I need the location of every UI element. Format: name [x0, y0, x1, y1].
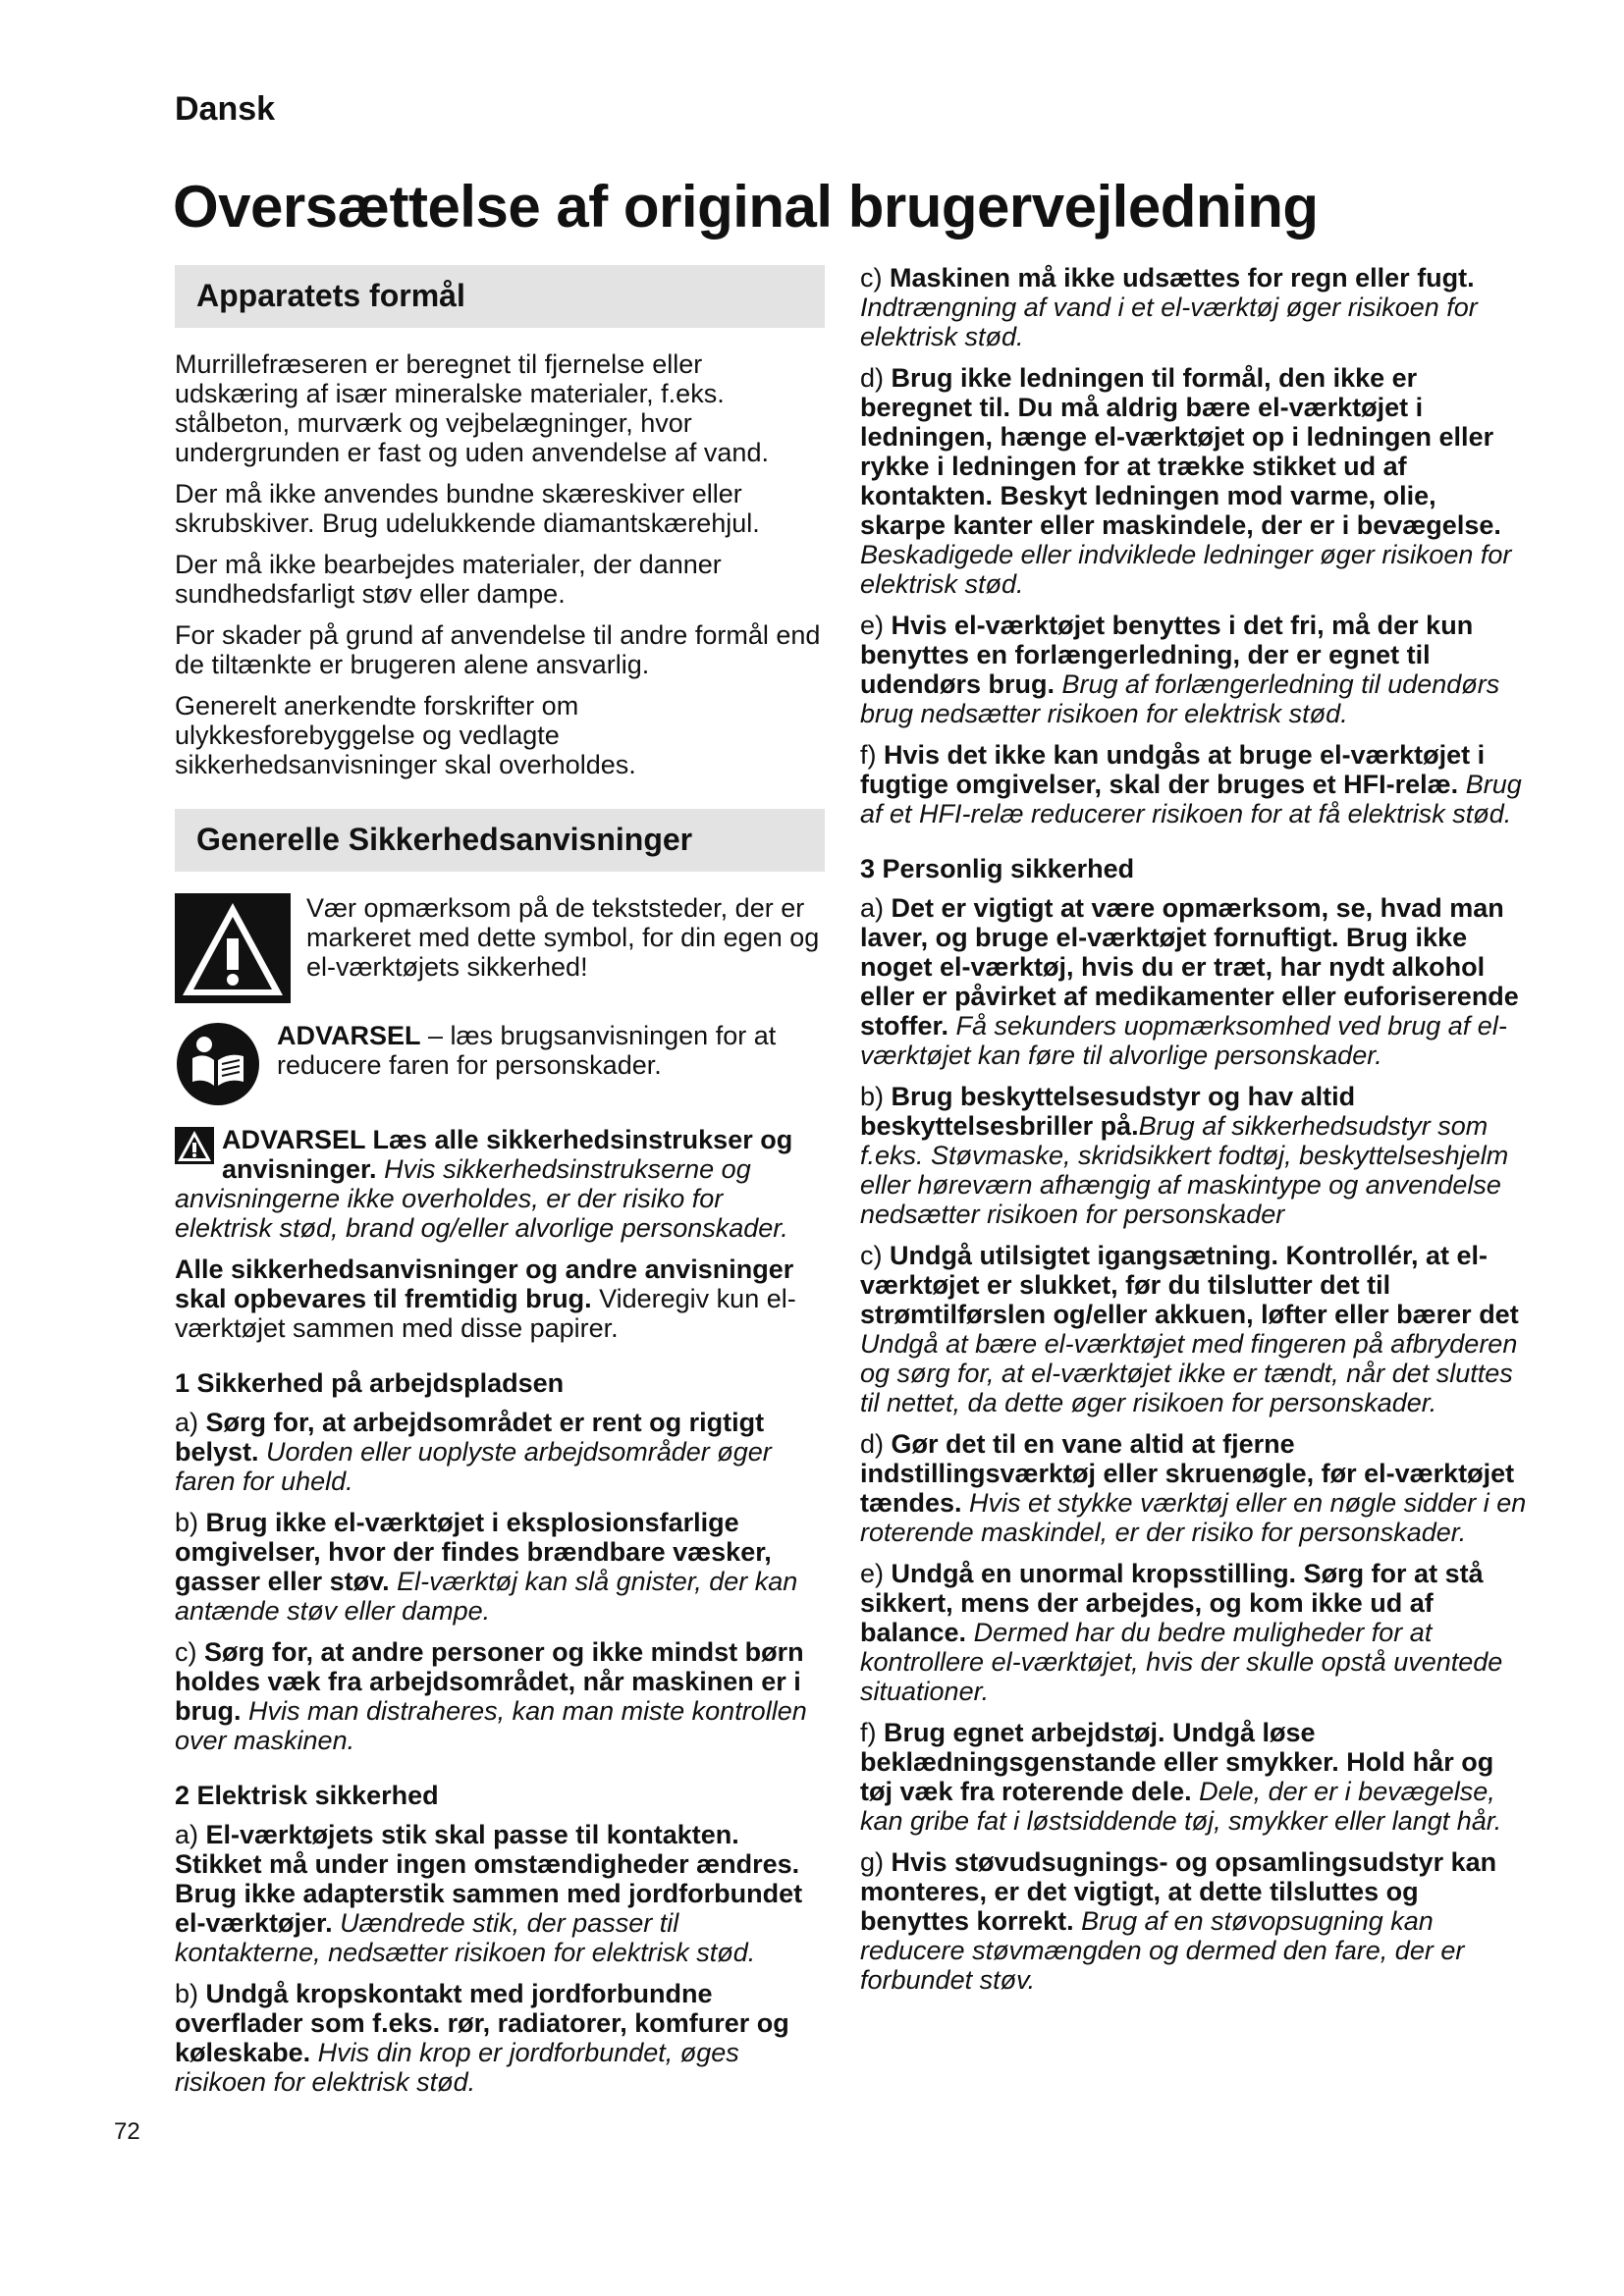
symbol-note-text: Vær opmærksom på de tekststeder, der er markeret med dette symbol, for din egen og el-værktøjets sikkerhed!: [306, 893, 820, 982]
item-bold: Maskinen må ikke udsættes for regn eller fugt.: [890, 263, 1475, 293]
item-prefix: c): [860, 263, 890, 293]
work-area-item: [175, 1508, 825, 1626]
item-italic: Uorden eller uoplyste arbejdsområder øger faren for uheld.: [175, 1437, 772, 1496]
item-italic: Hvis man distraheres, kan man miste kontrollen over maskinen.: [175, 1696, 807, 1755]
work-area-item: [175, 1408, 825, 1496]
item-prefix: b): [175, 1508, 206, 1537]
item-prefix: c): [860, 1241, 890, 1270]
right-column: [860, 263, 1528, 2006]
item-italic: Hvis et stykke værktøj eller en nøgle sidder i en roterende maskindel, er der risiko for personskader.: [860, 1488, 1527, 1547]
warning-triangle-icon: [175, 893, 291, 1003]
language-label: Dansk: [175, 90, 276, 128]
item-bold: Hvis støvudsugnings- og opsamlingsudstyr kan monteres, er det vigtigt, at dette tilsluttes og benyttes korrekt.: [860, 1847, 1497, 1936]
electrical-heading: 2 Elektrisk sikkerhed: [175, 1781, 439, 1810]
advarsel-label: ADVARSEL: [277, 1021, 421, 1050]
item-prefix: a): [175, 1408, 206, 1437]
item-prefix: a): [860, 893, 892, 923]
personal-item: [860, 1718, 1528, 1836]
item-italic: Dele, der er i bevægelse, kan gribe fat i løstsiddende tøj, smykker eller langt hår.: [860, 1777, 1502, 1836]
purpose-paragraph: Der må ikke bearbejdes materialer, der danner sundhedsfarligt støv eller dampe.: [175, 550, 722, 609]
left-column: [175, 265, 825, 2109]
work-area-item: [175, 1637, 825, 1755]
purpose-paragraph: Der må ikke anvendes bundne skæreskiver eller skrubskiver. Brug udelukkende diamantskærehjul.: [175, 479, 760, 538]
work-area-heading: 1 Sikkerhed på arbejdspladsen: [175, 1368, 565, 1398]
keep-text: Videregiv kun el-værktøjet sammen med disse papirer.: [175, 1284, 796, 1343]
personal-item: [860, 1847, 1528, 1995]
item-italic: Få sekunders uopmærksomhed ved brug af el-værktøjet kan føre til alvorlige personskader.: [860, 1011, 1507, 1070]
advarsel-text: – læs brugsanvisningen for at reducere faren for personskader.: [277, 1021, 777, 1080]
electrical-item: [860, 363, 1528, 599]
keep-bold: Alle sikkerhedsanvisninger og andre anvisninger skal opbevares til fremtidig brug.: [175, 1255, 794, 1313]
item-prefix: f): [860, 740, 884, 770]
item-bold: Undgå kropskontakt med jordforbundne overflader som f.eks. rør, radiatorer, komfurer og køleskabe.: [175, 1979, 789, 2067]
electrical-item: [175, 1979, 825, 2097]
personal-item: [860, 1241, 1528, 1417]
item-prefix: e): [860, 1559, 892, 1588]
page-title: Oversættelse af original brugervejledning: [173, 174, 1319, 240]
small-warning-icon: [175, 1127, 214, 1164]
item-bold: Det er vigtigt at være opmærksom, se, hvad man laver, og bruge el-værktøjet fornuftigt. Brug ikke noget el-værktøj, hvis du er træt, har nydt alkohol eller er påvirket af medikamenter eller euforiserende stoffer.: [860, 893, 1519, 1041]
read-manual-row: [175, 1021, 825, 1107]
item-bold: Brug egnet arbejdstøj. Undgå løse beklædningsgenstande eller smykker. Hold hår og tøj væk fra roterende dele.: [860, 1718, 1494, 1806]
item-prefix: d): [860, 363, 892, 393]
symbol-note-row: [175, 893, 825, 1003]
personal-item: [860, 1082, 1528, 1229]
advarsel-all-paragraph: [175, 1125, 825, 1243]
item-prefix: b): [860, 1082, 892, 1111]
personal-item: [860, 1559, 1528, 1706]
personal-heading: 3 Personlig sikkerhed: [860, 854, 1135, 883]
advarsel-all-bold: ADVARSEL Læs alle sikkerhedsinstrukser og anvisninger.: [222, 1125, 793, 1184]
item-bold: Hvis el-værktøjet benyttes i det fri, må der kun benyttes en forlængerledning, der er egnet til udendørs brug.: [860, 611, 1474, 699]
item-italic: Brug af en støvopsugning kan reducere støvmængden og dermed den fare, der er forbundet støv.: [860, 1906, 1465, 1995]
electrical-item: [860, 611, 1528, 728]
read-manual-icon: [175, 1021, 261, 1107]
item-prefix: c): [175, 1637, 204, 1667]
item-italic: Beskadigede eller indviklede ledninger øger risikoen for elektrisk stød.: [860, 540, 1512, 599]
item-bold: Brug beskyttelsesudstyr og hav altid beskyttelsesbriller på.: [860, 1082, 1356, 1141]
item-bold: Sørg for, at andre personer og ikke mindst børn holdes væk fra arbejdsområdet, når maskinen er i brug.: [175, 1637, 804, 1726]
page-number: 72: [114, 2118, 140, 2145]
item-italic: Uændrede stik, der passer til kontakterne, nedsætter risikoen for elektrisk stød.: [175, 1908, 756, 1967]
item-prefix: a): [175, 1820, 206, 1849]
item-prefix: g): [860, 1847, 892, 1877]
item-prefix: d): [860, 1429, 892, 1459]
item-bold: El-værktøjets stik skal passe til kontakten. Stikket må under ingen omstændigheder ændres. Brug ikke adapterstik sammen med jordforbundet el-værktøjer.: [175, 1820, 803, 1938]
personal-item: [860, 893, 1528, 1070]
item-bold: Hvis det ikke kan undgås at bruge el-værktøjet i fugtige omgivelser, skal der bruges et HFI-relæ.: [860, 740, 1486, 799]
item-bold: Gør det til en vane altid at fjerne indstillingsværktøj eller skruenøgle, før el-værktøjet tændes.: [860, 1429, 1515, 1518]
electrical-item: [860, 740, 1528, 828]
item-italic: Indtrængning af vand i et el-værktøj øger risikoen for elektrisk stød.: [860, 293, 1478, 351]
item-italic: Hvis din krop er jordforbundet, øges risikoen for elektrisk stød.: [175, 2038, 739, 2097]
item-prefix: b): [175, 1979, 206, 2008]
item-bold: Undgå utilsigtet igangsætning. Kontrollér, at el-værktøjet er slukket, før du tilslutter det til strømtilførslen og/eller akkuen, løfter eller bærer det: [860, 1241, 1519, 1329]
read-manual-text: [277, 1021, 825, 1080]
item-bold: Brug ikke ledningen til formål, den ikke er beregnet til. Du må aldrig bære el-værktøjet i ledningen, hænge el-værktøjet op i ledningen eller rykke i ledningen for at trække stikket ud af kontakten. Beskyt ledningen mod varme, olie, skarpe kanter eller maskindele, der er i bevægelse.: [860, 363, 1501, 540]
item-italic: Undgå at bære el-værktøjet med fingeren på afbryderen og sørg for, at el-værktøjet ikke er tændt, når det sluttes til nettet, da dette øger risikoen for personskader.: [860, 1329, 1518, 1417]
purpose-heading: Apparatets formål: [175, 265, 825, 328]
item-prefix: f): [860, 1718, 884, 1747]
item-italic: Dermed har du bedre muligheder for at kontrollere el-værktøjet, hvis der skulle opstå uventede situationer.: [860, 1618, 1503, 1706]
advarsel-all-italic: Hvis sikkerhedsinstrukserne og anvisningerne ikke overholdes, er der risiko for elektrisk stød, brand og/eller alvorlige personskader.: [175, 1154, 788, 1243]
purpose-paragraph: For skader på grund af anvendelse til andre formål end de tiltænkte er brugeren alene ansvarlig.: [175, 620, 821, 679]
item-prefix: e): [860, 611, 892, 640]
item-bold: Brug ikke el-værktøjet i eksplosionsfarlige omgivelser, hvor der findes brændbare væsker, gasser eller støv.: [175, 1508, 772, 1596]
item-italic: El-værktøj kan slå gnister, der kan antænde støv eller dampe.: [175, 1567, 798, 1626]
purpose-paragraph: Generelt anerkendte forskrifter om ulykkesforebyggelse og vedlagte sikkerhedsanvisninger skal overholdes.: [175, 691, 636, 779]
item-italic: Brug af forlængerledning til udendørs brug nedsætter risikoen for elektrisk stød.: [860, 669, 1500, 728]
purpose-paragraph: Murrillefræseren er beregnet til fjernelse eller udskæring af især mineralske materialer, f.eks. stålbeton, murværk og vejbelægninger, hvor undergrunden er fast og uden anvendelse af vand.: [175, 349, 769, 467]
item-bold: Sørg for, at arbejdsområdet er rent og rigtigt belyst.: [175, 1408, 765, 1467]
electrical-item: [175, 1820, 825, 1967]
general-heading: Generelle Sikkerhedsanvisninger: [175, 809, 825, 872]
keep-instructions-paragraph: [175, 1255, 825, 1343]
electrical-item: [860, 263, 1528, 351]
item-italic: Brug af sikkerhedsudstyr som f.eks. Støvmaske, skridsikkert fodtøj, beskyttelseshjelm eller høreværn afhængig af maskintype og anvendelse nedsætter risikoen for personskader: [860, 1111, 1509, 1229]
personal-item: [860, 1429, 1528, 1547]
item-bold: Undgå en unormal kropsstilling. Sørg for at stå sikkert, mens der arbejdes, og kom ikke ud af balance.: [860, 1559, 1484, 1647]
item-italic: Brug af et HFI-relæ reducerer risikoen for at få elektrisk stød.: [860, 770, 1522, 828]
